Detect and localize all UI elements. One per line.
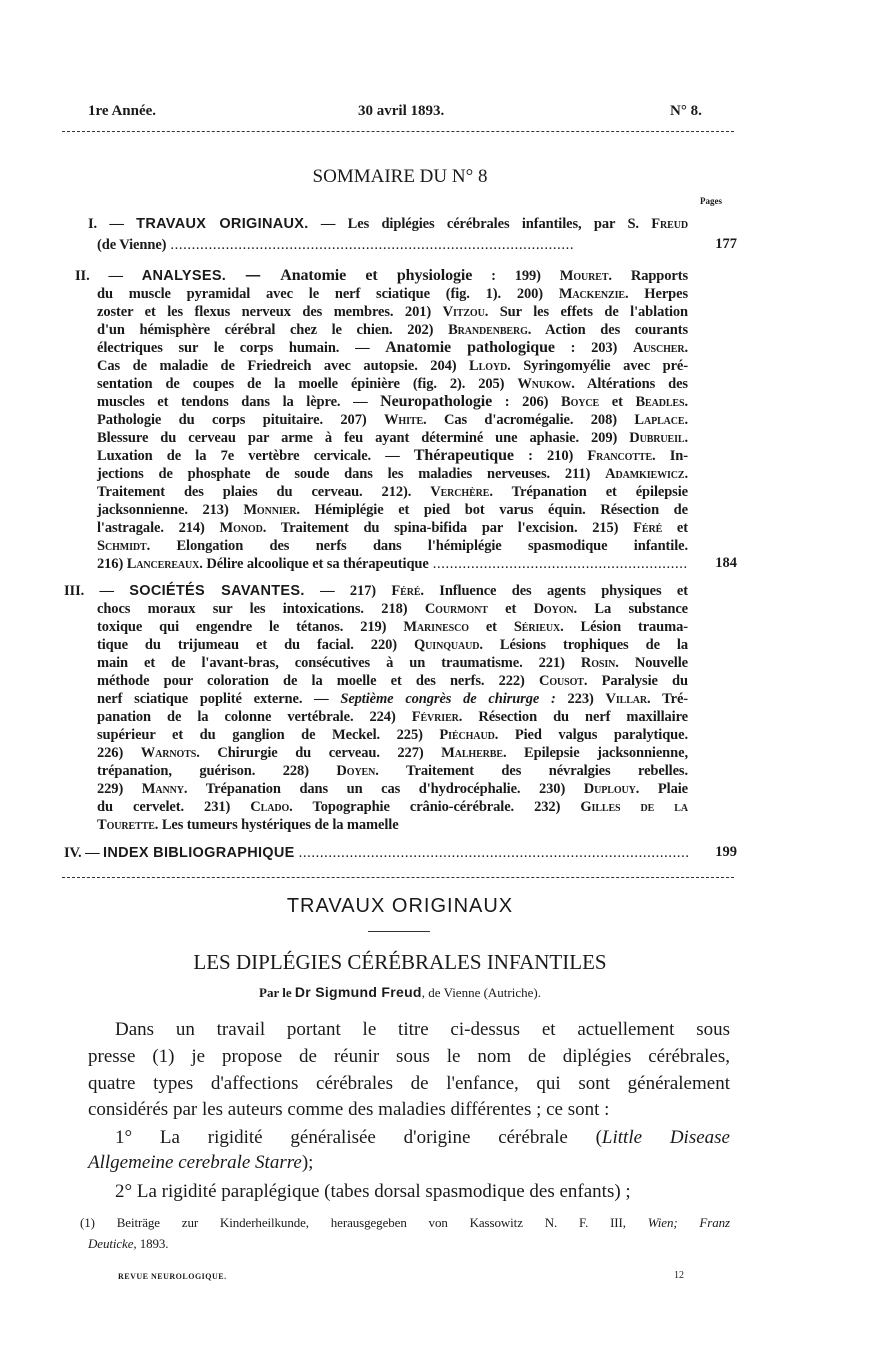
issue-date: 30 avril 1893. [358, 103, 445, 119]
text-segment: . Cas d'acromégalie. 208) [423, 412, 635, 428]
text-segment: : 203) [554, 340, 634, 356]
summary-line [97, 690, 688, 708]
author-name: Beadles [635, 394, 685, 410]
author-name: Dubrueil [629, 430, 685, 446]
text-segment: . Résection du nerf maxillaire [458, 709, 688, 725]
text-segment: — Les diplégies cérébrales infantiles, par S. [308, 216, 652, 232]
text-segment: . Hémiplégie et pied bot varus équin. Résection de [296, 502, 688, 518]
rubric-heading: Anatomie et physiologie [280, 267, 473, 284]
footer-sheet-number: 12 [674, 1270, 684, 1281]
byline-suffix: , de Vienne (Autriche). [421, 985, 541, 1000]
text-segment: Wien; Franz [647, 1215, 730, 1230]
text-segment: . Plaie [635, 781, 688, 797]
text-segment: . Chirurgie du cerveau. 227) [196, 745, 442, 761]
page-number: 199 [715, 844, 737, 860]
text-segment: . Lésions trophiques de la [479, 637, 689, 653]
text-segment: II. — [75, 268, 142, 284]
author-name: Wnukow [517, 376, 572, 392]
text-segment: 223) [555, 691, 606, 707]
text-segment: . Pied valgus paralytique. [494, 727, 688, 743]
text-segment: et [599, 394, 636, 410]
summary-line [97, 357, 688, 375]
volume-year: 1re Année. [88, 103, 157, 119]
summary-title: SOMMAIRE DU N° 8 [312, 166, 488, 187]
dot-leader [170, 236, 688, 254]
summary-line [97, 654, 688, 672]
paragraph-line [115, 1179, 730, 1205]
header-rule [62, 131, 734, 132]
author-name: Piéchaud [439, 727, 495, 743]
page-number: 177 [715, 236, 737, 252]
author-name: Rosin [580, 655, 616, 671]
text-segment: Cas de maladie de Friedreich avec autopsie. 204) [97, 358, 470, 374]
heading-rule [368, 931, 430, 932]
text-segment: et [487, 601, 534, 617]
paragraph-line [88, 1071, 730, 1097]
text-segment: . Les tumeurs hystériques de la mamelle [154, 817, 399, 833]
author-name: Verchère [430, 484, 490, 500]
text-segment: du muscle pyramidal avec le nerf sciatique (fig. 1). 200) [97, 286, 559, 302]
author-name: Manny [141, 781, 184, 797]
summary-line [97, 816, 688, 834]
text-segment: . Rapports [608, 268, 689, 284]
text-segment: et [662, 520, 688, 536]
text-segment: . Herpes [624, 286, 689, 302]
text-segment: , 1893. [133, 1236, 169, 1251]
summary-line [97, 708, 688, 726]
author-name: Marinesco [403, 619, 469, 635]
summary-line [64, 844, 688, 862]
author-name: White [384, 412, 424, 428]
author-name: Adamkiewicz [605, 466, 685, 482]
text-segment: III. — [64, 583, 130, 599]
issue-number: N° 8. [670, 103, 702, 119]
text-segment: I. — [88, 216, 137, 232]
text-segment: . Nouvelle [615, 655, 689, 671]
text-segment: sentation de coupes de la moelle épinière (fig. 2). 205) [97, 376, 518, 392]
author-name: Laplace [634, 412, 685, 428]
text-segment: Allgemeine cerebrale Starre [88, 1152, 302, 1173]
author-name: Lancereaux [126, 556, 200, 572]
summary-line [97, 780, 688, 798]
footnote-line [88, 1235, 738, 1253]
text-segment: — 217) [304, 583, 392, 599]
rubric-heading: Neuropathologie [380, 393, 493, 410]
author-name: Freud [651, 216, 688, 232]
text-segment: . Epilepsie jacksonnienne, [502, 745, 688, 761]
author-name: Clado [250, 799, 290, 815]
summary-line [97, 411, 688, 429]
author-name: Malherbe [441, 745, 503, 761]
author-name: Monod [219, 520, 263, 536]
text-segment: presse (1) je propose de réunir sous le nom de diplégies cérébrales, [88, 1046, 730, 1067]
footnote-line [80, 1214, 730, 1232]
dot-leader [299, 844, 688, 862]
text-segment: jacksonnienne. 213) [97, 502, 244, 518]
summary-line [97, 744, 688, 762]
text-segment: 1° La rigidité généralisée d'origine cérébrale ( [115, 1127, 602, 1148]
text-segment: d'un hémisphère cérébral chez le chien. 202) [97, 322, 449, 338]
author-name: Villar [605, 691, 648, 707]
author-name: Vitzou [442, 304, 485, 320]
rubric-heading: TRAVAUX ORIGINAUX. [136, 216, 309, 232]
text-segment: Pathologie du corps pituitaire. 207) [97, 412, 384, 428]
text-segment: Traitement des plaies du cerveau. 212). [97, 484, 431, 500]
text-segment: : 206) [492, 394, 562, 410]
author-name: Lloyd [469, 358, 508, 374]
author-name: Francotte [587, 448, 653, 464]
text-segment: nerf sciatique poplité externe. — [97, 691, 341, 707]
text-segment: 229) [97, 781, 142, 797]
text-segment: 226) [97, 745, 141, 761]
rubric-heading: SOCIÉTÉS SAVANTES. [129, 583, 305, 599]
text-segment: trépanation, guérison. 228) [97, 763, 337, 779]
text-segment: Little Disease [601, 1127, 730, 1148]
text-segment: IV. — [64, 845, 104, 861]
article-title: LES DIPLÉGIES CÉRÉBRALES INFANTILES [193, 950, 607, 974]
section-heading: TRAVAUX ORIGINAUX [286, 895, 514, 917]
author-name: Gilles de la [580, 799, 688, 815]
rubric-heading: Thérapeutique [413, 447, 514, 464]
text-segment: du cervelet. 231) [97, 799, 251, 815]
text-segment: . Influence des agents physiques et [420, 583, 688, 599]
summary-line [97, 726, 688, 744]
summary-line [64, 582, 688, 600]
summary-line [97, 672, 688, 690]
text-segment: 2° La rigidité paraplégique (tabes dorsal spasmodique des enfants) ; [115, 1181, 631, 1202]
text-segment: ); [301, 1152, 314, 1173]
summary-line [97, 465, 688, 483]
text-segment: . Traitement du spina-bifida par l'excision. 215) [262, 520, 634, 536]
article-byline [0, 984, 800, 1001]
text-segment: et [468, 619, 514, 635]
text-segment: . In- [652, 448, 689, 464]
text-segment: Luxation de la 7e vertèbre cervicale. — [97, 448, 414, 464]
summary-line [97, 375, 688, 393]
text-segment: Blessure du cerveau par arme à feu ayant déterminé une aphasie. 209) [97, 430, 630, 446]
summary-line [88, 215, 688, 233]
text-segment: . Elongation des nerfs dans l'hémiplégie spasmodique infantile. [146, 538, 688, 554]
summary-line [97, 285, 688, 303]
author-name: Courmont [424, 601, 488, 617]
summary-end-rule [62, 877, 734, 878]
author-name: Schmidt [97, 538, 147, 554]
author-name: Boyce [561, 394, 600, 410]
paragraph-line [88, 1150, 730, 1176]
summary-line [97, 236, 688, 254]
text-segment: Dans un travail portant le titre ci-dessus et actuellement sous [115, 1019, 730, 1040]
author-name: Quinquaud [414, 637, 480, 653]
author-name: Février [411, 709, 459, 725]
paragraph-line [88, 1097, 730, 1123]
text-segment: . Délire alcoolique et sa thérapeutique [199, 556, 429, 572]
text-segment: . La substance [573, 601, 688, 617]
text-segment: . [684, 412, 688, 428]
text-segment: tique du trijumeau et du facial. 220) [97, 637, 414, 653]
author-name: Duplouy [583, 781, 636, 797]
text-segment: considérés par les auteurs comme des maladies différentes ; ce sont : [88, 1099, 610, 1120]
summary-line [97, 393, 688, 411]
text-segment: . Syringomyélie avec pré- [507, 358, 688, 374]
author-name: Doyen [336, 763, 376, 779]
summary-line [97, 798, 688, 816]
summary-line [97, 618, 688, 636]
text-segment: jections de phosphate de soude dans les maladies nerveuses. 211) [97, 466, 606, 482]
paragraph-line [88, 1044, 730, 1070]
summary-line [97, 519, 688, 537]
text-segment: Septième congrès de chirurge : [340, 691, 556, 707]
summary-line [97, 762, 688, 780]
text-segment: électriques sur le corps humain. — [97, 340, 386, 356]
text-segment: . Traitement des névralgies rebelles. [375, 763, 688, 779]
text-segment: . Topographie crânio-cérébrale. 232) [289, 799, 581, 815]
summary-line [97, 501, 688, 519]
text-segment: . [684, 394, 688, 410]
text-segment: l'astragale. 214) [97, 520, 220, 536]
text-segment: . Trépanation dans un cas d'hydrocéphalie. 230) [183, 781, 584, 797]
rubric-heading: INDEX BIBLIOGRAPHIQUE [103, 845, 295, 861]
summary-line [97, 537, 688, 555]
text-segment: quatre types d'affections cérébrales de l'enfance, qui sont généralement [88, 1073, 730, 1094]
text-segment: . [684, 340, 688, 356]
text-segment: zoster et les flexus nerveux des membres. 201) [97, 304, 443, 320]
byline-prefix: Par le [259, 985, 295, 1000]
text-segment: (1) Beiträge zur Kinderheilkunde, herausgegeben von Kassowitz N. F. III, [80, 1215, 648, 1230]
text-segment: main et de l'avant-bras, consécutives à un traumatisme. 221) [97, 655, 581, 671]
rubric-heading: ANALYSES. — [141, 268, 281, 284]
author-name: Féré [391, 583, 421, 599]
summary-line [97, 636, 688, 654]
author-name: Sérieux [513, 619, 561, 635]
summary-line [97, 555, 688, 573]
text-segment: . Trépanation et épilepsie [489, 484, 688, 500]
text-segment: : 199) [472, 268, 560, 284]
page-number: 184 [715, 555, 737, 571]
paragraph-line [115, 1017, 730, 1043]
author-name: Dr Sigmund Freud [294, 984, 422, 1000]
dot-leader [433, 555, 688, 573]
author-name: Doyon [533, 601, 574, 617]
author-name: Auscher [633, 340, 685, 356]
summary-line [97, 303, 688, 321]
author-name: Monnier [243, 502, 297, 518]
text-segment: supérieur et du ganglion de Meckel. 225) [97, 727, 440, 743]
pages-label: Pages [700, 196, 722, 206]
text-segment: . [684, 430, 688, 446]
text-segment: . Altérations des [571, 376, 688, 392]
text-segment: : 210) [513, 448, 588, 464]
summary-line [97, 321, 688, 339]
summary-line [75, 267, 688, 285]
text-segment: Deuticke [88, 1236, 134, 1251]
author-name: Brandenberg [448, 322, 528, 338]
author-name: Féré [633, 520, 663, 536]
paragraph-line [115, 1125, 730, 1151]
text-segment: panation de la colonne vertébrale. 224) [97, 709, 412, 725]
author-name: Mouret [559, 268, 609, 284]
summary-line [97, 600, 688, 618]
author-name: Cousot [538, 673, 584, 689]
text-segment: . Lésion trauma- [560, 619, 688, 635]
text-segment: (de Vienne) [97, 237, 167, 253]
author-name: Tourette [97, 817, 155, 833]
text-segment: toxique qui engendre le tétanos. 219) [97, 619, 404, 635]
text-segment: . Paralysie du [583, 673, 688, 689]
text-segment: . Sur les effets de l'ablation [484, 304, 688, 320]
author-name: Warnots [140, 745, 197, 761]
rubric-heading: Anatomie pathologique [385, 339, 555, 356]
text-segment: méthode pour coloration de la moelle et des nerfs. 222) [97, 673, 539, 689]
summary-line [97, 429, 688, 447]
author-name: Mackenzie [558, 286, 625, 302]
footer-journal: REVUE NEUROLOGIQUE. [118, 1272, 227, 1281]
text-segment: chocs moraux sur les intoxications. 218) [97, 601, 425, 617]
summary-line [97, 483, 688, 501]
text-segment: muscles et tendons dans la lèpre. — [97, 394, 381, 410]
summary-line [97, 447, 688, 465]
summary-line [97, 339, 688, 357]
text-segment: 216) [97, 556, 127, 572]
text-segment: . Action des courants [527, 322, 688, 338]
text-segment: . [684, 466, 688, 482]
text-segment: . Tré- [647, 691, 689, 707]
